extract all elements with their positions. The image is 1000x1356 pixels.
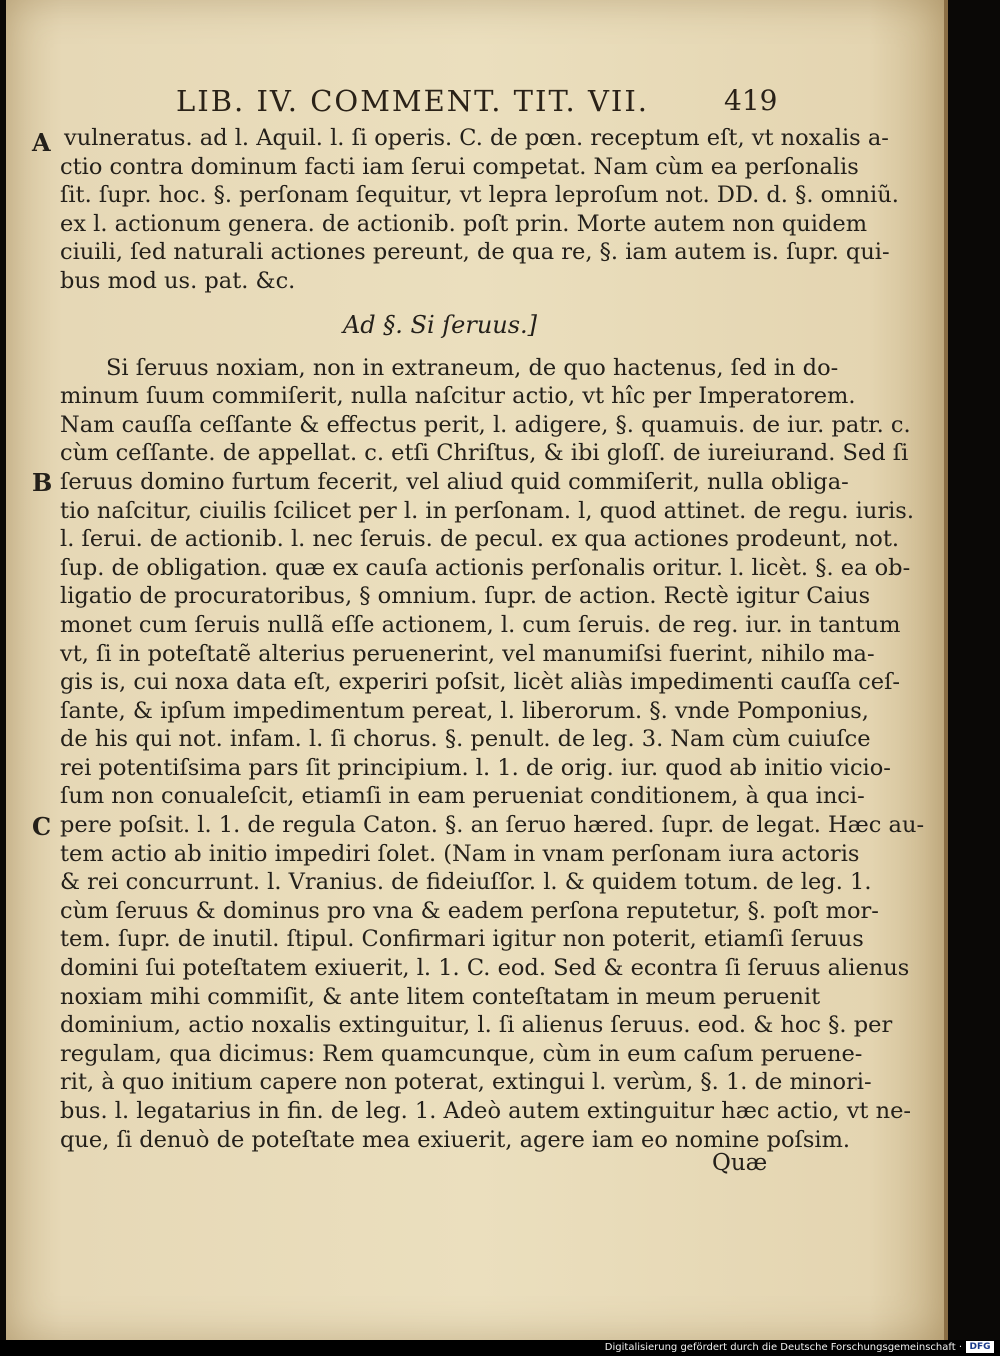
text-line: tem actio ab initio impediri ſolet. (Nam in vnam perſonam iura actoris [60,840,860,867]
text-line: ſup. de obligation. quæ ex cauſa actionis perſonalis oritur. l. licèt. §. ea ob- [60,554,911,581]
text-line: rei potentiſsima pars ſit principium. l. 1. de orig. iur. quod ab initio vicio- [60,754,891,781]
text-line: regulam, qua dicimus: Rem quamcunque, cùm in eum caſum peruene- [60,1040,863,1067]
margin-marker-a: A [32,128,51,157]
text-line: & rei concurrunt. l. Vranius. de fideiuſſor. l. & quidem totum. de leg. 1. [60,869,872,896]
text-line: Nam cauſſa ceſſante & effectus perit, l. adigere, §. quamuis. de iur. patr. c. [60,411,911,438]
text-line: cùm ſeruus & dominus pro vna & eadem perſona reputetur, §. poſt mor- [60,897,879,924]
text-line: Si ſeruus noxiam, non in extraneum, de quo hactenus, ſed in do- [106,354,839,381]
folio-number: 419 [724,84,778,117]
book-page [6,0,944,1340]
text-line: ſeruus domino furtum fecerit, vel aliud quid commiſerit, nulla obliga- [60,468,849,495]
text-line: tem. ſupr. de inutil. ſtipul. Confirmari igitur non poterit, etiamſi ſeruus [60,926,864,953]
text-line: ſit. ſupr. hoc. §. perſonam ſequitur, vt lepra leproſum not. DD. d. §. omniũ. [60,182,899,209]
text-line: noxiam mihi commiſit, & ante litem conteſtatam in meum peruenit [60,983,821,1010]
text-line: monet cum ſeruis nullã eſſe actionem, l. cum ſeruis. de reg. iur. in tantum [60,611,901,638]
text-line: minum ſuum commiſerit, nulla naſcitur actio, vt hîc per Imperatorem. [60,383,856,410]
text-line: ex l. actionum genera. de actionib. poſt prin. Morte autem non quidem [60,210,868,237]
text-line: bus mod us. pat. &c. [60,267,296,294]
text-line: vt, ſi in poteſtatẽ alterius peruenerint, vel manumiſsi fuerint, nihilo ma- [60,640,875,667]
text-line: bus. l. legatarius in fin. de leg. 1. Adeò autem extinguitur hæc actio, vt ne- [60,1098,912,1124]
text-line: gis is, cui noxa data eſt, experiri poſsit, licèt aliàs impedimenti cauſſa ceſ- [60,669,901,696]
text-line: vulneratus. ad l. Aquil. l. ſi operis. C. de pœn. receptum eſt, vt noxalis a- [64,125,889,151]
text-line: ctio contra dominum facti iam ſerui competat. Nam cùm ea perſonalis [60,153,859,180]
text-line: rit, à quo initium capere non poterat, extingui l. verùm, §. 1. de minori- [60,1069,872,1096]
text-line: tio naſcitur, ciuilis ſcilicet per l. in perſonam. l, quod attinet. de regu. iuris. [60,497,914,524]
text-line: cùm ceſſante. de appellat. c. etſi Chriſtus, & ibi gloſſ. de iureiurand. Sed ſi [60,440,909,467]
text-line: domini ſui poteſtatem exiuerit, l. 1. C. eod. Sed & econtra ſi ſeruus alienus [60,955,910,982]
text-line: ſante, & ipſum impedimentum pereat, l. liberorum. §. vnde Pomponius, [60,697,869,724]
funding-credit: Digitalisierung gefördert durch die Deutsche Forschungsgemeinschaft · [604,1342,962,1353]
body-text [60,124,925,1154]
catchword: Quæ [712,1150,768,1176]
section-heading: Ad §. Si ſeruus.] [342,310,538,339]
page-edge [944,0,948,1340]
text-line: de his qui not. infam. l. ſi chorus. §. penult. de leg. 3. Nam cùm cuiuſce [60,726,871,753]
text-line: pere poſsit. l. 1. de regula Caton. §. an ſeruo hæred. ſupr. de legat. Hæc au- [60,812,925,839]
margin-marker-b: B [32,468,53,497]
text-line: l. ſerui. de actionib. l. nec ſeruis. de pecul. ex qua actiones prodeunt, not. [60,526,900,553]
margin-marker-c: C [32,812,52,841]
running-title: LIB. IV. COMMENT. TIT. VII. [176,84,650,118]
text-line: ciuili, ſed naturali actiones pereunt, de qua re, §. iam autem is. ſupr. qui- [60,239,890,266]
text-line: que, ſi denuò de poteſtate mea exiuerit, agere iam eo nomine poſsim. [60,1126,851,1153]
text-line: dominium, actio noxalis extinguitur, l. ſi alienus ſeruus. eod. & hoc §. per [60,1012,893,1039]
dfg-logo: DFG [966,1341,994,1353]
text-line: ligatio de procuratoribus, § omnium. ſupr. de action. Rectè igitur Caius [60,583,871,610]
text-line: ſum non conualeſcit, etiamſi in eam perueniat conditionem, à qua inci- [60,783,865,810]
